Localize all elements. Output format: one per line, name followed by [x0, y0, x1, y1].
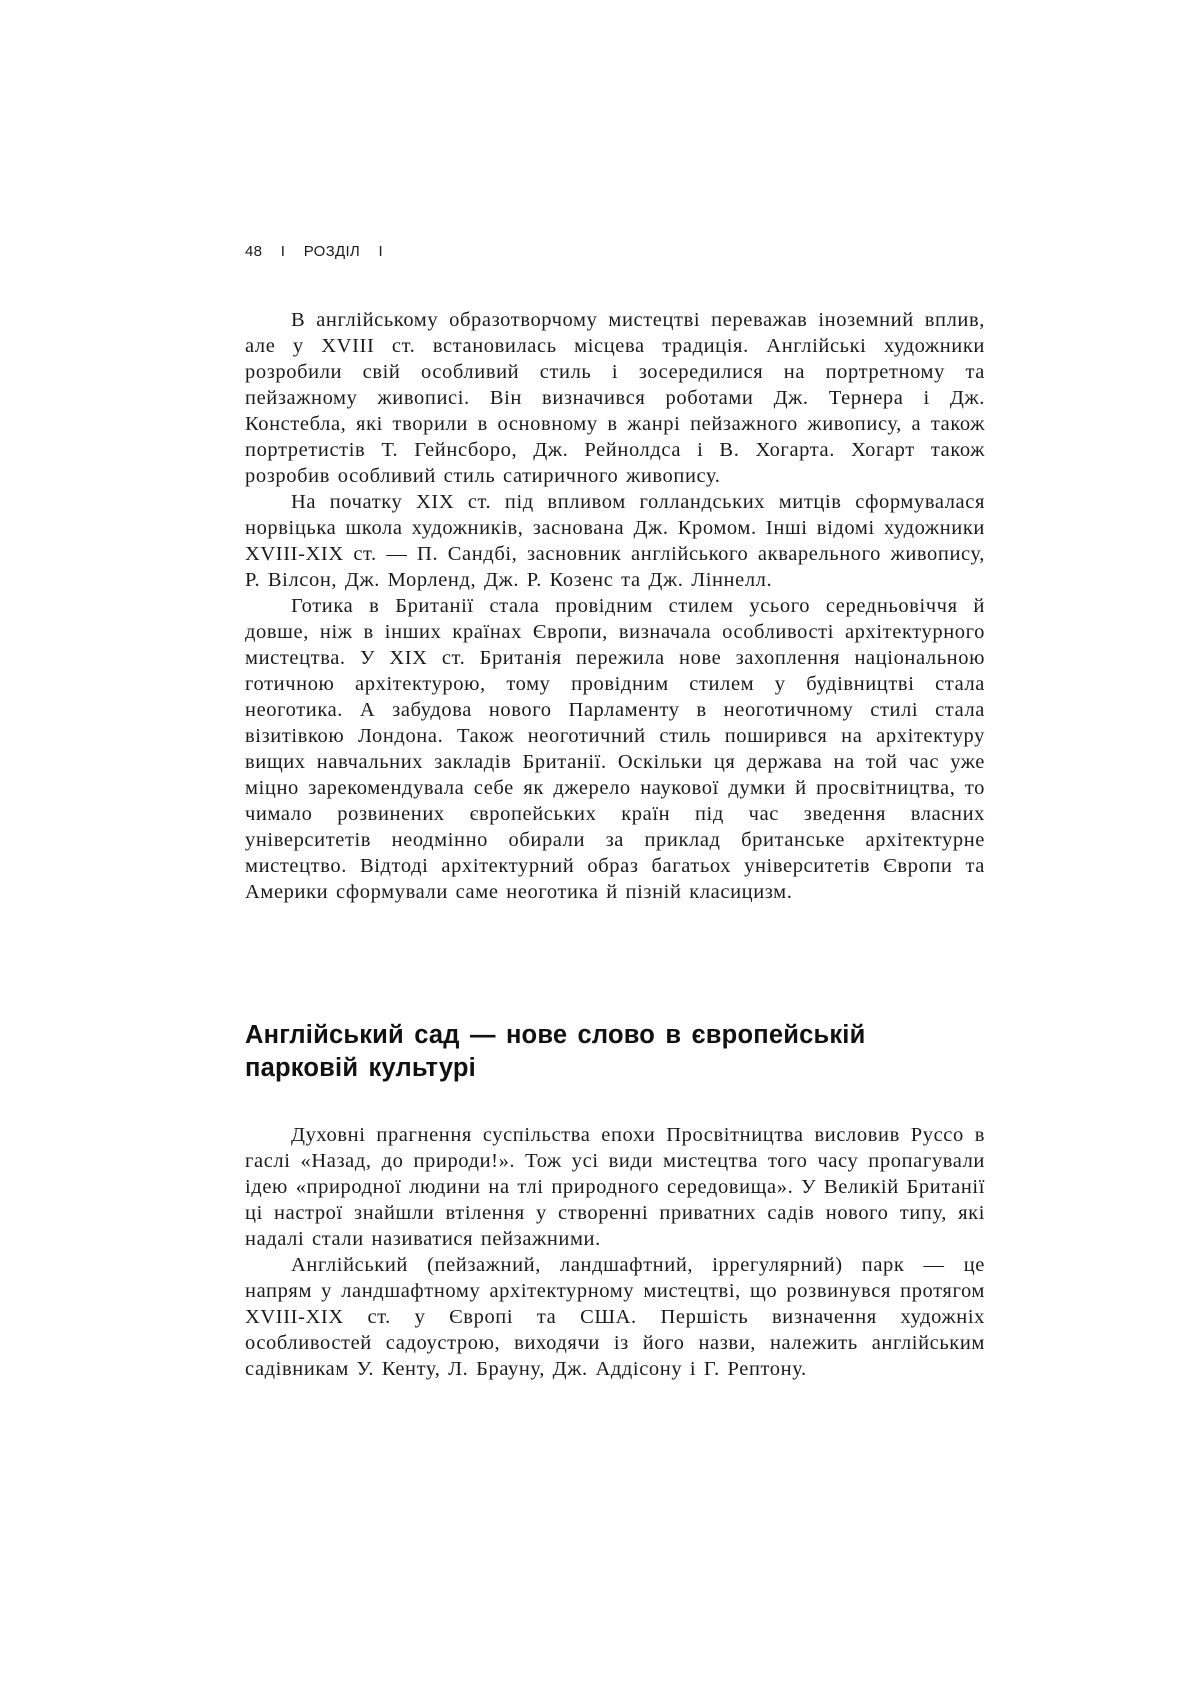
paragraph: Готика в Британії стала провідним стилем усього середньовіччя й довше, ніж в інших країнах Європи, визначала особливості архітектурного мистецтва. У XIX ст. Британія пережила нове захоплення національною готичною архітектурою, тому провідним стилем у будівництві стала неоготика. А забудова нового Парламенту в неоготичному стилі стала візитівкою Лондона. Також неоготичний стиль поширився на архітектуру вищих навчальних закладів Британії. Оскільки ця держава на той час уже міцно зарекомендувала себе як джерело наукової думки й просвітництва, то чимало розвинених європейських країн під час зведення власних університетів неодмінно обирали за приклад британське архітектурне мистецтво. Відтоді архітектурний образ багатьох університетів Європи та Америки сформували саме неоготика й пізній класицизм.	[245, 595, 985, 903]
header-separator-left: I	[280, 243, 286, 260]
paragraph: На початку XIX ст. під впливом голландських митців сформувалася норвіцька школа художників, заснована Дж. Кромом. Інші відомі художники XVIII-XIX ст. — П. Сандбі, засновник англійського акварельного живопису, Р. Вілсон, Дж. Морленд, Дж. Р. Козенс та Дж. Ліннелл.	[245, 491, 985, 591]
page-number: 48	[245, 243, 263, 260]
running-head	[245, 243, 397, 260]
paragraph: Духовні прагнення суспільства епохи Просвітництва висловив Руссо в гаслі «Назад, до природи!». Тож усі види мистецтва того часу пропагували ідею «природної людини на тлі природного середовища». У Великій Британії ці настрої знайшли втілення у створенні приватних садів нового типу, які надалі стали називатися пейзажними.	[245, 1124, 985, 1250]
section-title: РОЗДІЛ	[303, 243, 361, 260]
section-heading: Англійський сад — нове слово в європейській парковій культурі	[245, 1021, 866, 1082]
text-block-art	[245, 307, 985, 905]
paragraph: В англійському образотворчому мистецтві переважав іноземний вплив, але у XVIII ст. встановилась місцева традиція. Англійські художники розробили свій особливий стиль і зосередилися на портретному та пейзажному живописі. Він визначився роботами Дж. Тернера і Дж. Констебла, які творили в основному в жанрі пейзажного живопису, а також портретистів Т. Гейнсборо, Дж. Рейнолдса і В. Хогарта. Хогарт також розробив особливий стиль сатиричного живопису.	[245, 309, 985, 487]
text-block-garden	[245, 1122, 985, 1382]
paragraph: Англійський (пейзажний, ландшафтний, іррегулярний) парк — це напрям у ландшафтному архітектурному мистецтві, що розвинувся протягом XVIII-XIX ст. у Європі та США. Першість визначення художніх особливостей садоустрою, виходячи із його назви, належить англійським садівникам У. Кенту, Л. Брауну, Дж. Аддісону і Г. Рептону.	[245, 1254, 985, 1380]
header-separator-right: I	[378, 243, 384, 260]
book-page	[245, 0, 985, 1683]
